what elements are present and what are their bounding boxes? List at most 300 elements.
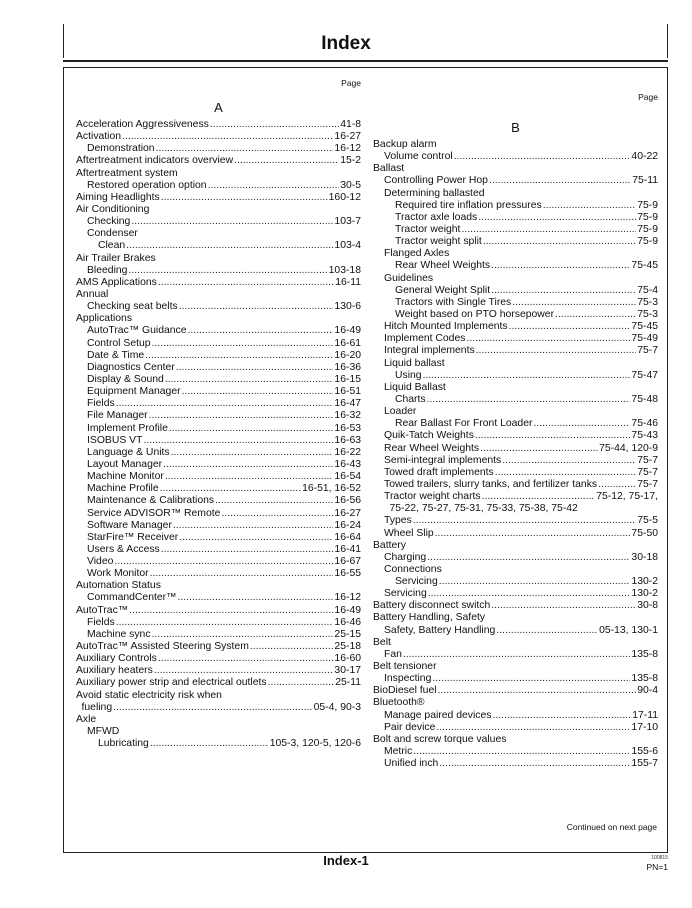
- dot-leader: [173, 520, 334, 532]
- index-entry: [373, 588, 658, 600]
- index-entry: [373, 285, 658, 297]
- index-entry-term: Annual: [76, 288, 109, 300]
- index-entry-page: 17-11: [632, 709, 658, 721]
- index-entry: [76, 544, 361, 556]
- dot-leader: [234, 155, 339, 167]
- index-entry-term: Language & Units: [87, 446, 170, 458]
- index-entry-page: 90-4: [637, 685, 658, 697]
- index-entry-term: Semi-integral implements: [384, 454, 502, 466]
- index-entry-page: 16-49: [334, 325, 361, 337]
- index-entry: [76, 641, 361, 653]
- index-entry-term: Software Manager: [87, 519, 172, 531]
- dot-leader: [480, 443, 598, 455]
- index-entry: [373, 297, 658, 309]
- index-entry-page: 75-46: [631, 418, 658, 430]
- index-entry-page: 16-63: [334, 434, 361, 446]
- index-entry-term: Aftertreatment system: [76, 167, 178, 179]
- index-entry-term: Aiming Headlights: [76, 191, 160, 203]
- dot-leader: [114, 556, 333, 568]
- index-entry: [373, 394, 658, 406]
- dot-leader: [163, 459, 333, 471]
- index-entry-term: Liquid Ballast: [384, 381, 446, 393]
- index-entry: [373, 758, 658, 770]
- dot-leader: [454, 151, 631, 163]
- dot-leader: [423, 370, 631, 382]
- index-entry-term: Unified inch: [384, 758, 439, 770]
- index-entry-term: AutoTrac™: [76, 604, 129, 616]
- continued-note: Continued on next page: [566, 822, 657, 832]
- index-entry: [76, 471, 361, 483]
- index-entry: [373, 515, 658, 527]
- index-entry: [76, 277, 361, 289]
- index-entry-page: 30-18: [631, 551, 658, 563]
- dot-leader: [145, 350, 333, 362]
- index-entry-page: 75-43: [631, 430, 658, 442]
- index-entry-page: 40-22: [631, 151, 658, 163]
- index-entry: [76, 738, 361, 750]
- index-entry-term: Axle: [76, 713, 97, 725]
- index-entry-term: Inspecting: [384, 673, 432, 685]
- index-entry-page: 75-49: [631, 333, 658, 345]
- index-entry-page: 16-51: [334, 386, 361, 398]
- dot-leader: [598, 479, 636, 491]
- dot-leader: [165, 471, 334, 483]
- index-entry-term: Automation Status: [76, 580, 161, 592]
- index-entry-page: 130-2: [631, 588, 658, 600]
- dot-leader: [176, 362, 334, 374]
- dot-leader: [158, 277, 334, 289]
- page-column-label: Page: [341, 78, 361, 88]
- index-entry: [76, 155, 361, 167]
- index-entry: [76, 362, 361, 374]
- index-entry-term: Pair device: [384, 721, 436, 733]
- index-entry: [76, 677, 361, 689]
- index-entry-page: 30-8: [637, 600, 658, 612]
- index-entry-term: Video: [87, 556, 114, 568]
- index-entry: [373, 345, 658, 357]
- index-entry: [373, 333, 658, 345]
- index-entry-term: ISOBUS VT: [87, 434, 143, 446]
- dot-leader: [268, 677, 335, 689]
- index-entry-page: 30-17: [334, 665, 361, 677]
- index-entry-term: Activation: [76, 131, 122, 143]
- index-entry-page: 25-11: [335, 677, 361, 689]
- dot-leader: [150, 568, 334, 580]
- index-entry-term: Bluetooth®: [373, 697, 425, 709]
- index-entry-page: 41-8: [340, 119, 361, 130]
- index-entry-term: Loader: [384, 406, 417, 418]
- index-entry-term: Fan: [384, 648, 402, 660]
- index-entry: [76, 605, 361, 617]
- index-entry: [76, 495, 361, 507]
- index-entry-page: 16-20: [334, 349, 361, 361]
- index-entry-page: 75-47: [631, 369, 658, 381]
- index-entry: [76, 374, 361, 386]
- dot-leader: [533, 418, 630, 430]
- index-entry: [76, 192, 361, 204]
- index-entry-term: Equipment Manager: [87, 386, 181, 398]
- index-entry-term: Restored operation option: [87, 179, 207, 191]
- dot-leader: [113, 702, 313, 714]
- dot-leader: [250, 641, 334, 653]
- index-entry-page: 103-18: [328, 264, 361, 276]
- dot-leader: [179, 532, 333, 544]
- index-entry: [373, 248, 658, 260]
- index-entry: [373, 175, 658, 187]
- index-entry-term: Battery Handling, Safety: [373, 612, 486, 624]
- index-entry-term: Required tire inflation pressures: [395, 199, 542, 211]
- index-entry-term: StarFire™ Receiver: [87, 531, 179, 543]
- index-entry: [373, 382, 658, 394]
- index-entry-page: 16-49: [334, 604, 361, 616]
- index-entry-page: 75-11: [632, 175, 658, 187]
- index-entry: [76, 119, 361, 131]
- index-entry: [373, 139, 658, 151]
- index-entry-term: Display & Sound: [87, 373, 164, 385]
- index-entry-page: 75-9: [637, 199, 658, 211]
- index-entry-page: 155-7: [631, 758, 658, 770]
- dot-leader: [543, 200, 637, 212]
- dot-leader: [475, 430, 631, 442]
- index-entry-term: Air Trailer Brakes: [76, 252, 156, 264]
- index-entry: [373, 163, 658, 175]
- dot-leader: [432, 673, 630, 685]
- index-entry-term: Bolt and screw torque values: [373, 733, 507, 745]
- index-entry: [76, 568, 361, 580]
- dot-leader: [152, 629, 334, 641]
- index-entry: [76, 726, 361, 738]
- dot-leader: [435, 528, 631, 540]
- index-entry-term: 75-22, 75-27, 75-31, 75-33, 75-38, 75-42: [389, 503, 578, 515]
- index-entry-term: fueling: [81, 701, 113, 713]
- page-column-label: Page: [638, 92, 658, 102]
- index-entry: [76, 143, 361, 155]
- index-column-a: [76, 78, 361, 750]
- index-entry-page: 130-2: [631, 576, 658, 588]
- index-entry-page: 75-7: [637, 466, 658, 478]
- index-entry-page: 25-18: [334, 641, 361, 653]
- index-entry-term: Towed trailers, slurry tanks, and fertilizer tanks: [384, 478, 598, 490]
- dot-leader: [116, 398, 334, 410]
- index-entry: [373, 370, 658, 382]
- index-entry-term: BioDiesel fuel: [373, 685, 437, 697]
- dot-leader: [495, 467, 636, 479]
- footer-pn: PN=1: [646, 862, 668, 872]
- index-entry-term: Battery: [373, 539, 406, 551]
- dot-leader: [165, 374, 334, 386]
- index-entry-page: 16-11: [335, 276, 361, 288]
- index-entry: [373, 637, 658, 649]
- dot-leader: [154, 665, 334, 677]
- page-title: Index: [321, 33, 371, 54]
- dot-leader: [502, 455, 636, 467]
- index-entry-term: Maintenance & Calibrations: [87, 495, 215, 507]
- index-entry-term: Using: [395, 369, 422, 381]
- index-entry: [373, 710, 658, 722]
- index-entry-page: 16-64: [334, 531, 361, 543]
- index-entry-term: Machine Monitor: [87, 471, 164, 483]
- index-entry-page: 16-47: [334, 398, 361, 410]
- index-entry-term: Fields: [87, 398, 115, 410]
- dot-leader: [129, 605, 333, 617]
- dot-leader: [413, 515, 636, 527]
- dot-leader: [208, 180, 340, 192]
- dot-leader: [210, 119, 339, 131]
- index-entry-term: Charts: [395, 393, 426, 405]
- index-entry: [76, 313, 361, 325]
- index-entry-page: 130-6: [334, 301, 361, 313]
- index-entry: [373, 625, 658, 637]
- index-entry: [76, 592, 361, 604]
- dot-leader: [403, 649, 631, 661]
- index-entry: [373, 224, 658, 236]
- index-entry-page: 16-27: [334, 131, 361, 143]
- index-entry-page: 105-3, 120-5, 120-6: [269, 738, 361, 750]
- index-entry: [76, 580, 361, 592]
- index-entry-term: Wheel Slip: [384, 527, 434, 539]
- index-entry: [373, 236, 658, 248]
- dot-leader: [122, 131, 333, 143]
- index-entry: [76, 216, 361, 228]
- index-entry-term: Rear Wheel Weights: [384, 442, 480, 454]
- index-entry: [373, 260, 658, 272]
- index-entry: [373, 612, 658, 624]
- index-entry: [373, 540, 658, 552]
- index-entry-page: 75-12, 75-17,: [596, 491, 658, 503]
- index-entry-term: Servicing: [384, 588, 427, 600]
- index-entry-page: 75-9: [637, 236, 658, 248]
- index-entry-term: Control Setup: [87, 337, 151, 349]
- index-entry: [373, 406, 658, 418]
- index-entry: [76, 204, 361, 216]
- index-entry-term: Acceleration Aggressiveness: [76, 119, 209, 130]
- index-entry: [373, 200, 658, 212]
- index-entry-page: 75-9: [637, 211, 658, 223]
- index-entry-term: Users & Access: [87, 543, 160, 555]
- index-entry: [373, 358, 658, 370]
- index-entry-term: Ballast: [373, 163, 405, 175]
- dot-leader: [169, 423, 334, 435]
- index-entry-page: 16-54: [334, 471, 361, 483]
- index-entry-term: Types: [384, 515, 412, 527]
- index-entry-term: Volume control: [384, 151, 453, 163]
- index-entry: [76, 265, 361, 277]
- dot-leader: [512, 297, 636, 309]
- index-entry-term: Hitch Mounted Implements: [384, 321, 508, 333]
- dot-leader: [143, 435, 333, 447]
- index-entry-term: Machine Profile: [87, 483, 159, 495]
- index-entry-term: Auxiliary heaters: [76, 665, 153, 677]
- dot-leader: [509, 321, 631, 333]
- index-entry: [76, 714, 361, 726]
- index-entry: [76, 398, 361, 410]
- index-entry-term: AutoTrac™ Assisted Steering System: [76, 641, 249, 653]
- index-entry-page: 05-4, 90-3: [313, 701, 361, 713]
- index-entry: [373, 661, 658, 673]
- dot-leader: [150, 738, 269, 750]
- dot-leader: [555, 309, 636, 321]
- index-entry-term: Rear Wheel Weights: [395, 260, 491, 272]
- index-entry-term: Quik-Tatch Weights: [384, 430, 474, 442]
- index-entry-page: 75-45: [631, 321, 658, 333]
- index-entry: [373, 564, 658, 576]
- index-entry: [76, 228, 361, 240]
- index-entry: [373, 188, 658, 200]
- index-entry-term: Safety, Battery Handling: [384, 624, 496, 636]
- index-entry: [76, 690, 361, 702]
- index-entry: [373, 552, 658, 564]
- index-entry: [76, 459, 361, 471]
- index-entry-term: Rear Ballast For Front Loader: [395, 418, 533, 430]
- index-entry-term: Avoid static electricity risk when: [76, 689, 222, 701]
- index-entry: [373, 443, 658, 455]
- section-letter-a: A: [214, 100, 223, 115]
- index-entry: [76, 483, 361, 495]
- index-entry-term: Fields: [87, 616, 115, 628]
- dot-leader: [489, 175, 631, 187]
- index-entry-page: 15-2: [340, 155, 361, 167]
- index-entry-term: Liquid ballast: [384, 357, 445, 369]
- index-entry: [76, 532, 361, 544]
- index-entry: [76, 702, 361, 714]
- index-entry: [76, 180, 361, 192]
- index-entry: [373, 685, 658, 697]
- index-entry-term: Determining ballasted: [384, 187, 485, 199]
- index-entry-term: Charging: [384, 551, 427, 563]
- index-entry: [76, 556, 361, 568]
- index-entry-term: CommandCenter™: [87, 592, 177, 604]
- index-entry-term: Condenser: [87, 228, 138, 240]
- index-entry-page: 16-24: [334, 519, 361, 531]
- index-entry-term: Flanged Axles: [384, 248, 450, 260]
- index-entry-page: 75-7: [637, 345, 658, 357]
- footer-page-title: Index-1: [323, 853, 369, 868]
- dot-leader: [161, 192, 328, 204]
- index-entry: [373, 273, 658, 285]
- index-entry: [373, 467, 658, 479]
- index-entry-term: Applications: [76, 313, 133, 325]
- index-entry-page: 16-22: [334, 446, 361, 458]
- index-entry: [76, 617, 361, 629]
- dot-leader: [427, 552, 630, 564]
- dot-leader: [476, 345, 637, 357]
- index-entry-term: Lubricating: [98, 738, 149, 750]
- index-entry-term: Integral implements: [384, 345, 475, 357]
- dot-leader: [188, 325, 334, 337]
- index-entry-term: Air Conditioning: [76, 203, 150, 215]
- dot-leader: [158, 653, 334, 665]
- index-entry: [373, 479, 658, 491]
- index-entry-term: General Weight Split: [395, 284, 491, 296]
- index-entry-page: 25-15: [334, 628, 361, 640]
- dot-leader: [491, 600, 636, 612]
- index-entry-term: Auxiliary power strip and electrical outlets: [76, 677, 267, 689]
- index-entry-page: 16-51, 16-52: [302, 483, 361, 495]
- index-entry-term: Auxiliary Controls: [76, 653, 157, 665]
- index-entry-page: 75-9: [637, 223, 658, 235]
- index-entry-term: Machine sync: [87, 628, 151, 640]
- index-column-b: [373, 92, 658, 770]
- dot-leader: [436, 722, 630, 734]
- index-entry: [76, 629, 361, 641]
- index-entry: [373, 697, 658, 709]
- dot-leader: [128, 265, 327, 277]
- index-entry-page: 16-12: [334, 592, 361, 604]
- index-entry-term: Tractor weight: [395, 223, 461, 235]
- index-entry-page: 75-5: [637, 515, 658, 527]
- index-entry-page: 135-8: [631, 673, 658, 685]
- dot-leader: [482, 491, 596, 503]
- index-entry: [373, 503, 658, 515]
- index-entry: [373, 151, 658, 163]
- index-entry-term: Checking: [87, 216, 131, 228]
- index-entry: [373, 455, 658, 467]
- index-entry-term: AutoTrac™ Guidance: [87, 325, 187, 337]
- index-entry-page: 75-3: [637, 296, 658, 308]
- index-entry: [76, 301, 361, 313]
- index-entry-term: Controlling Power Hop: [384, 175, 488, 187]
- index-entry-term: MFWD: [87, 726, 120, 738]
- index-entry: [76, 423, 361, 435]
- index-entry-term: Towed draft implements: [384, 466, 494, 478]
- index-entry-page: 16-60: [334, 653, 361, 665]
- index-entry-term: AMS Applications: [76, 276, 157, 288]
- index-entry-term: Belt: [373, 636, 391, 648]
- index-entry: [76, 665, 361, 677]
- dot-leader: [483, 236, 636, 248]
- index-entry-term: Layout Manager: [87, 458, 163, 470]
- index-entry-page: 16-12: [334, 143, 361, 155]
- dot-leader: [439, 576, 631, 588]
- index-entry: [373, 491, 658, 503]
- index-entry-page: 16-32: [334, 410, 361, 422]
- dot-leader: [156, 143, 334, 155]
- index-entry-page: 75-48: [631, 393, 658, 405]
- index-entry: [76, 435, 361, 447]
- index-entry-page: 16-55: [334, 568, 361, 580]
- index-entry: [76, 289, 361, 301]
- index-entry: [373, 746, 658, 758]
- index-entry-term: Tractor weight charts: [384, 491, 481, 503]
- index-entry: [373, 321, 658, 333]
- dot-leader: [215, 495, 333, 507]
- index-entry-term: Aftertreatment indicators overview: [76, 155, 234, 167]
- index-entry-term: Tractor weight split: [395, 236, 482, 248]
- index-entry-page: 05-13, 130-1: [599, 624, 658, 636]
- index-entry-page: 16-46: [334, 616, 361, 628]
- index-entry: [373, 212, 658, 224]
- dot-leader: [149, 410, 334, 422]
- dot-leader: [461, 224, 636, 236]
- dot-leader: [116, 617, 334, 629]
- index-entry-term: Backup alarm: [373, 139, 437, 150]
- index-entry-page: 16-27: [334, 507, 361, 519]
- dot-leader: [491, 260, 630, 272]
- index-entry-page: 135-8: [631, 648, 658, 660]
- dot-leader: [428, 588, 631, 600]
- dot-leader: [126, 240, 333, 252]
- dot-leader: [427, 394, 631, 406]
- dot-leader: [413, 746, 630, 758]
- index-entry: [76, 325, 361, 337]
- index-entry-page: 16-41: [334, 543, 361, 555]
- dot-leader: [439, 758, 630, 770]
- index-entry: [76, 131, 361, 143]
- index-entry: [373, 722, 658, 734]
- index-entry-term: Connections: [384, 563, 442, 575]
- index-entry-page: 75-7: [637, 454, 658, 466]
- index-entry: [76, 386, 361, 398]
